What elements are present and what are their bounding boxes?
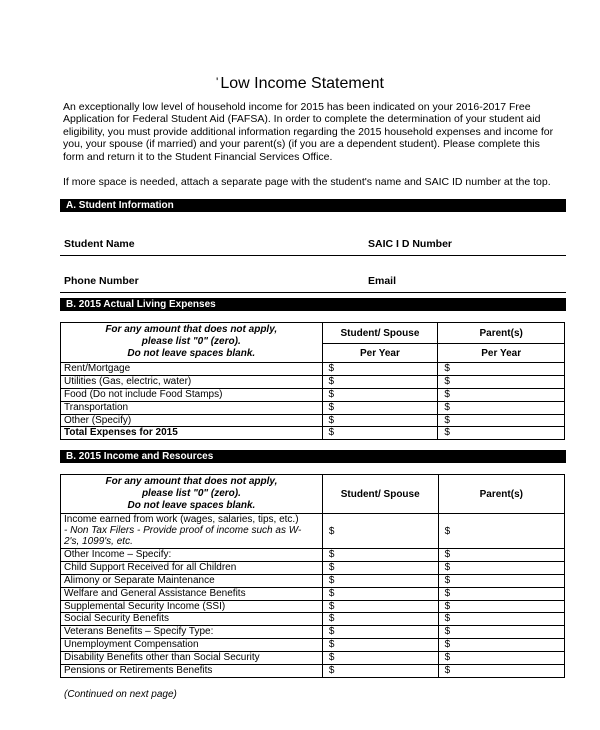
row-label: Social Security Benefits: [61, 613, 323, 626]
total-row: [61, 427, 565, 440]
parent-amount-cell[interactable]: $: [438, 600, 564, 613]
table-row: [61, 626, 565, 639]
table-row: [61, 514, 565, 549]
student-amount-cell[interactable]: $: [322, 388, 438, 401]
table-row: [61, 401, 565, 414]
note-line: Do not leave spaces blank.: [127, 500, 256, 511]
table-row: [61, 665, 565, 678]
parent-amount-cell[interactable]: $: [438, 375, 565, 388]
table-row: [61, 375, 565, 388]
student-amount-cell[interactable]: $: [322, 600, 438, 613]
parent-amount-cell[interactable]: $: [438, 549, 564, 562]
row-label: Alimony or Separate Maintenance: [61, 574, 323, 587]
parent-amount-cell[interactable]: $: [438, 401, 565, 414]
row-label: Welfare and General Assistance Benefits: [61, 587, 323, 600]
parent-amount-cell[interactable]: $: [438, 652, 564, 665]
row-label-line: Income earned from work (wages, salaries, tips, etc.): [64, 514, 299, 525]
student-amount-cell[interactable]: $: [322, 363, 438, 376]
row-label: Disability Benefits other than Social Security: [61, 652, 323, 665]
student-name-line[interactable]: [60, 255, 566, 256]
parent-amount-cell[interactable]: $: [438, 561, 564, 574]
parent-amount-cell[interactable]: $: [438, 414, 565, 427]
parent-amount-cell[interactable]: $: [438, 665, 564, 678]
income-table: [60, 474, 565, 678]
phone-line[interactable]: [60, 292, 566, 293]
col-student-spouse: Student/ Spouse: [322, 475, 438, 514]
student-amount-cell[interactable]: $: [322, 613, 438, 626]
row-label: Pensions or Retirements Benefits: [61, 665, 323, 678]
row-label-line: 2's, 1099's, etc.: [64, 536, 133, 547]
total-label: Total Expenses for 2015: [61, 427, 323, 440]
col-parents: Parent(s): [438, 323, 565, 344]
title-mark: ': [216, 75, 219, 89]
expenses-note: [61, 323, 323, 363]
student-amount-cell[interactable]: $: [322, 514, 438, 549]
parent-amount-cell[interactable]: $: [438, 514, 564, 549]
student-amount-cell[interactable]: $: [322, 375, 438, 388]
row-label-line: - Non Tax Filers - Provide proof of income such as W-: [64, 525, 302, 536]
col-parents: Parent(s): [438, 475, 564, 514]
section-b2-heading: B. 2015 Income and Resources: [60, 450, 566, 463]
per-year-label: Per Year: [322, 344, 438, 363]
table-row: [61, 561, 565, 574]
table-row: [61, 587, 565, 600]
student-amount-cell[interactable]: $: [322, 561, 438, 574]
table-row: [61, 363, 565, 376]
row-label: Transportation: [61, 401, 323, 414]
table-row: [61, 388, 565, 401]
student-amount-cell[interactable]: $: [322, 414, 438, 427]
row-label: Rent/Mortgage: [61, 363, 323, 376]
per-year-label: Per Year: [438, 344, 565, 363]
student-name-label: Student Name: [64, 238, 135, 250]
student-amount-cell[interactable]: $: [322, 574, 438, 587]
row-label: Unemployment Compensation: [61, 639, 323, 652]
form-title: [0, 75, 600, 93]
parent-amount-cell[interactable]: $: [438, 613, 564, 626]
row-label: Supplemental Security Income (SSI): [61, 600, 323, 613]
student-amount-cell[interactable]: $: [322, 587, 438, 600]
row-label: Other (Specify): [61, 414, 323, 427]
saic-id-label: SAIC I D Number: [368, 238, 453, 250]
col-student-spouse: Student/ Spouse: [322, 323, 438, 344]
row-label: Utilities (Gas, electric, water): [61, 375, 323, 388]
student-amount-cell[interactable]: $: [322, 652, 438, 665]
parent-amount-cell[interactable]: $: [438, 363, 565, 376]
title-text: Low Income Statement: [220, 75, 384, 92]
parent-total-cell[interactable]: $: [438, 427, 565, 440]
parent-amount-cell[interactable]: $: [438, 574, 564, 587]
note-line: For any amount that does not apply,: [105, 324, 278, 335]
table-row: [61, 613, 565, 626]
table-row: [61, 600, 565, 613]
parent-amount-cell[interactable]: $: [438, 587, 564, 600]
phone-label: Phone Number: [64, 275, 139, 287]
table-row: [61, 652, 565, 665]
parent-amount-cell[interactable]: $: [438, 639, 564, 652]
table-row: [61, 549, 565, 562]
section-a-heading: A. Student Information: [60, 199, 566, 212]
row-label: Child Support Received for all Children: [61, 561, 323, 574]
email-label: Email: [368, 275, 397, 287]
row-label: Veterans Benefits – Specify Type:: [61, 626, 323, 639]
student-amount-cell[interactable]: $: [322, 626, 438, 639]
student-amount-cell[interactable]: $: [322, 549, 438, 562]
table-row: [61, 639, 565, 652]
row-label: [61, 514, 323, 549]
section-b1-heading: B. 2015 Actual Living Expenses: [60, 298, 566, 311]
table-row: [61, 414, 565, 427]
student-amount-cell[interactable]: $: [322, 665, 438, 678]
parent-amount-cell[interactable]: $: [438, 388, 565, 401]
intro-paragraph: An exceptionally low level of household income for 2015 has been indicated on your 2016-2017 Free Application for Federal Student Aid (FAFSA). In order to complete the determination of your student aid eligibility, you must provide additional information regarding the 2015 household expenses and income for you, your spouse (if married) and your parent(s) (if you are a dependent student). Please complete this form and return it to the Student Financial Services Office.: [63, 101, 554, 163]
student-total-cell[interactable]: $: [322, 427, 438, 440]
student-amount-cell[interactable]: $: [322, 639, 438, 652]
more-space-note: If more space is needed, attach a separate page with the student's name and SAIC ID number at the top.: [63, 176, 551, 188]
table-row: [61, 574, 565, 587]
continued-note: (Continued on next page): [64, 689, 177, 700]
note-line: For any amount that does not apply,: [105, 476, 278, 487]
expenses-table: [60, 322, 565, 440]
row-label: Food (Do not include Food Stamps): [61, 388, 323, 401]
income-note: [61, 475, 323, 514]
note-line: please list "0" (zero).: [141, 336, 241, 347]
note-line: Do not leave spaces blank.: [127, 348, 256, 359]
row-label: Other Income – Specify:: [61, 549, 323, 562]
student-amount-cell[interactable]: $: [322, 401, 438, 414]
note-line: please list "0" (zero).: [141, 488, 241, 499]
parent-amount-cell[interactable]: $: [438, 626, 564, 639]
